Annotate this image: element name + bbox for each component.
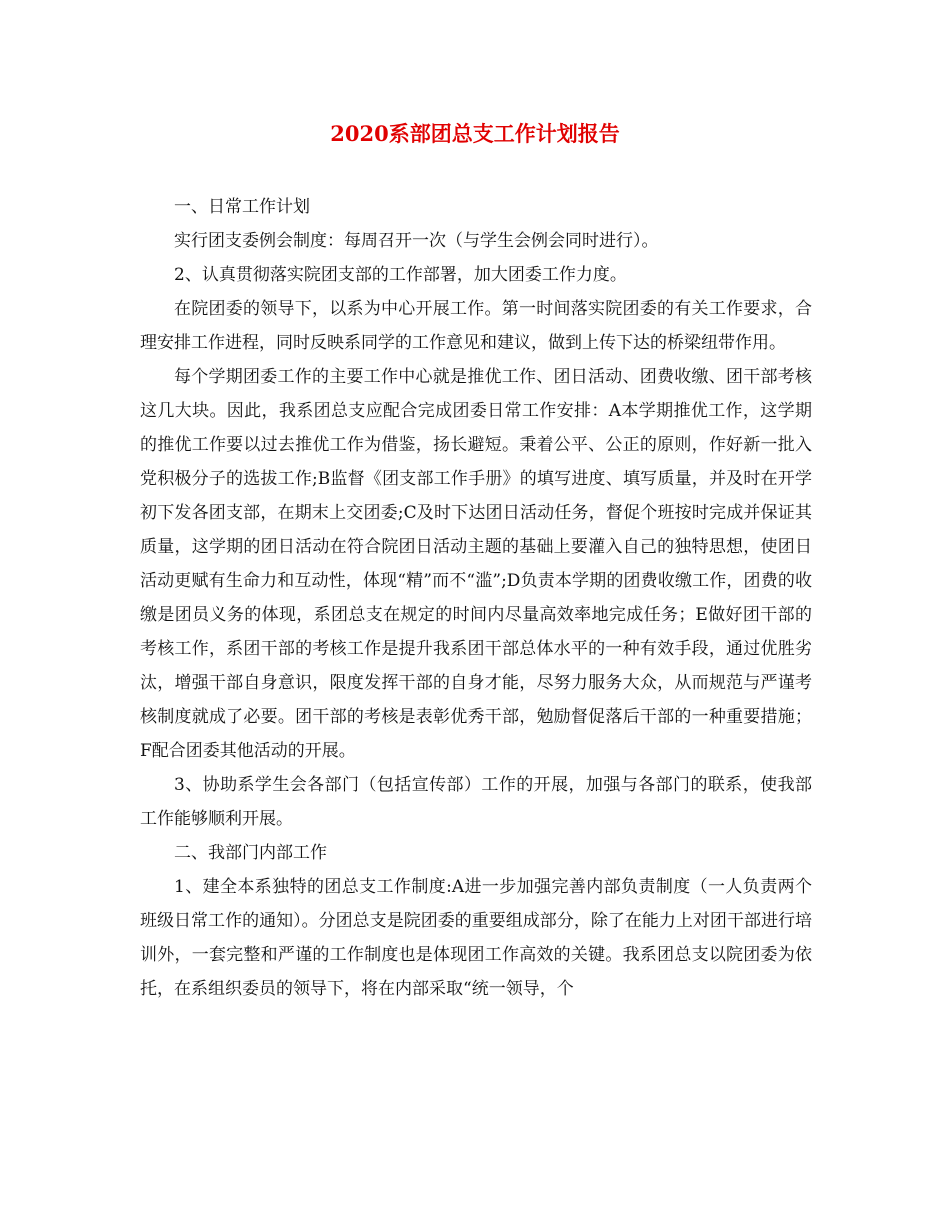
paragraph: 实行团支委例会制度：每周召开一次（与学生会例会同时进行）。 xyxy=(174,231,659,251)
document-body xyxy=(140,190,812,1006)
section-heading-internal-work: 二、我部门内部工作 xyxy=(174,843,327,863)
section-heading-daily-plan: 一、日常工作计划 xyxy=(174,197,310,217)
paragraph: 3、协助系学生会各部门（包括宣传部）工作的开展，加强与各部门的联系，使我部工作能够顺利开展。 xyxy=(140,775,812,829)
paragraph: 每个学期团委工作的主要工作中心就是推优工作、团日活动、团费收缴、团干部考核这几大块。因此，我系团总支应配合完成团委日常工作安排：A本学期推优工作，这学期的推优工作要以过去推优工作为借鉴，扬长避短。秉着公平、公正的原则，作好新一批入党积极分子的选拔工作;B监督《团支部工作手册》的填写进度、填写质量，并及时在开学初下发各团支部，在期末上交团委;C及时下达团日活动任务，督促个班按时完成并保证其质量，这学期的团日活动在符合院团日活动主题的基础上要灌入自己的独特思想，使团日活动更赋有生命力和互动性，体现“精”而不“滥”;D负责本学期的团费收缴工作，团费的收缴是团员义务的体现，系团总支在规定的时间内尽量高效率地完成任务；E做好团干部的考核工作，系团干部的考核工作是提升我系团干部总体水平的一种有效手段，通过优胜劣汰，增强干部自身意识，限度发挥干部的自身才能，尽努力服务大众，从而规范与严谨考核制度就成了必要。团干部的考核是表彰优秀干部，勉励督促落后干部的一种重要措施；F配合团委其他活动的开展。 xyxy=(140,367,812,761)
paragraph: 1、建全本系独特的团总支工作制度:A进一步加强完善内部负责制度（一人负责两个班级日常工作的通知）。分团总支是院团委的重要组成部分，除了在能力上对团干部进行培训外，一套完整和严谨的工作制度也是体现团工作高效的关键。我系团总支以院团委为依托，在系组织委员的领导下，将在内部采取“统一领导，个 xyxy=(140,877,812,999)
document-page xyxy=(140,0,812,1230)
document-title: 2020系部团总支工作计划报告 xyxy=(330,121,620,146)
paragraph: 2、认真贯彻落实院团支部的工作部署，加大团委工作力度。 xyxy=(174,265,627,285)
paragraph: 在院团委的领导下，以系为中心开展工作。第一时间落实院团委的有关工作要求，合理安排工作进程，同时反映系同学的工作意见和建议，做到上传下达的桥梁纽带作用。 xyxy=(140,299,812,353)
